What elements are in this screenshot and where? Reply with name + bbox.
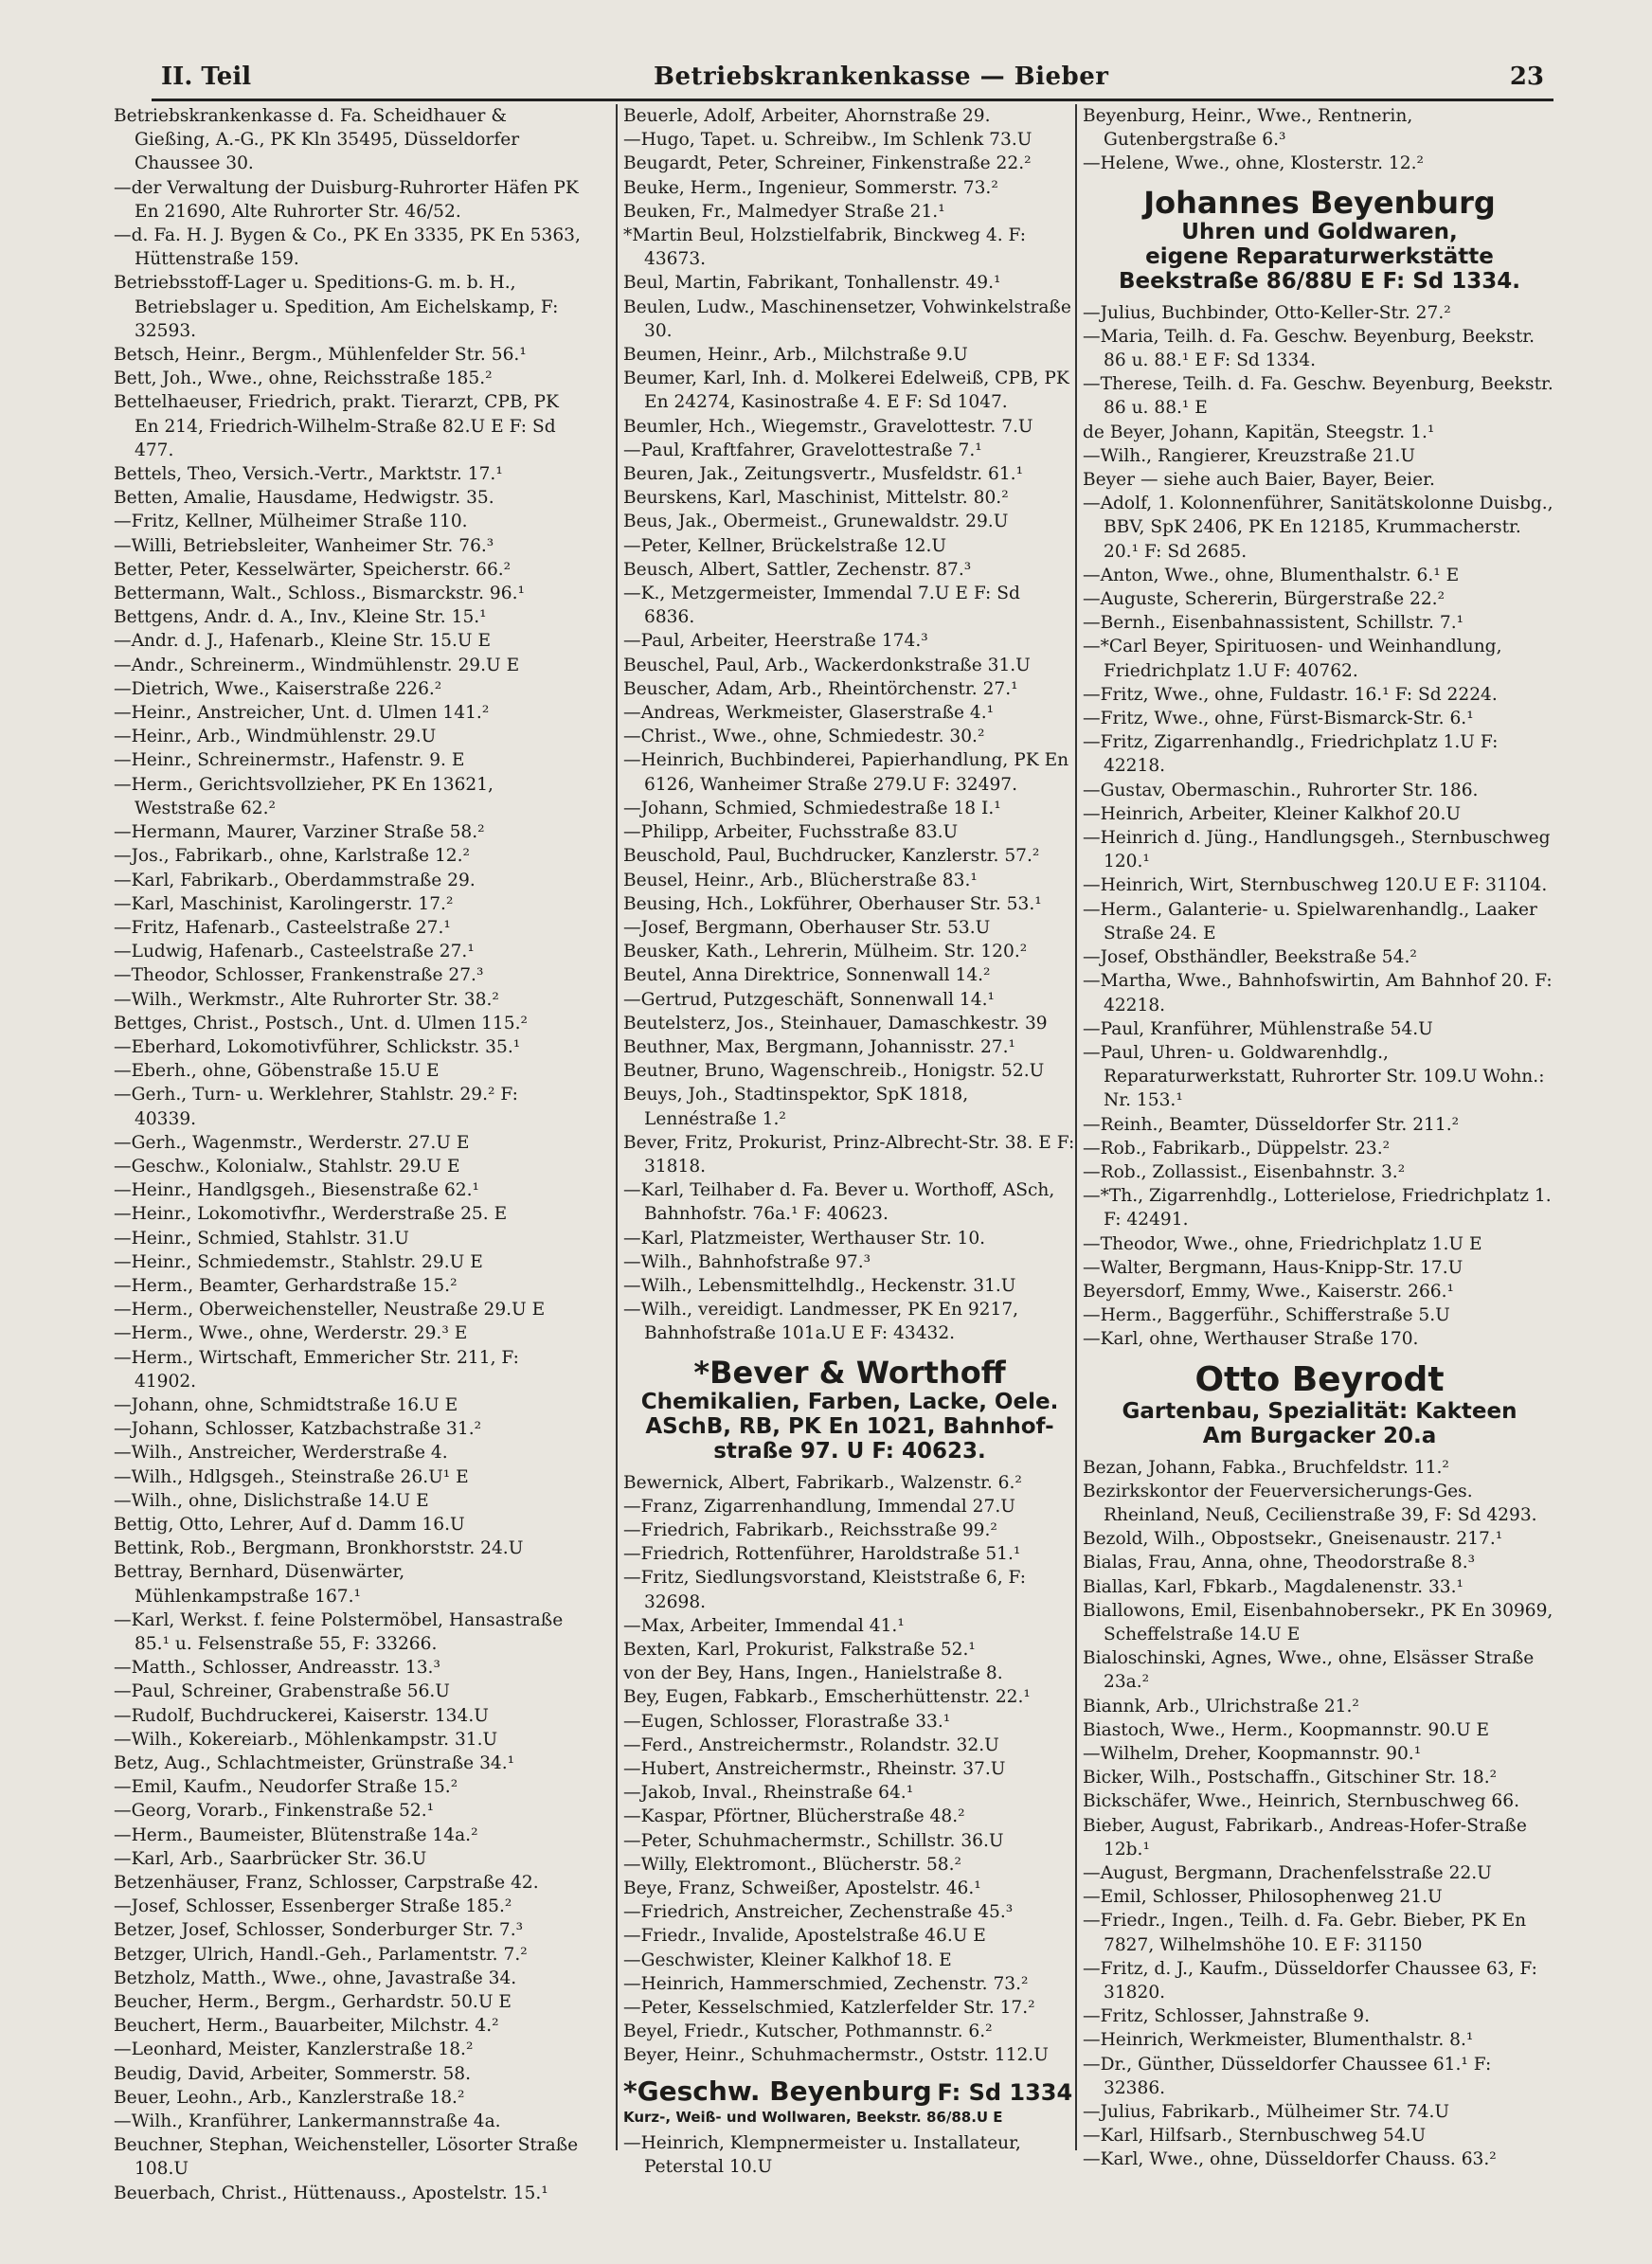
directory-entry: —Emil, Schlosser, Philosophenweg 21.U xyxy=(1083,1887,1443,1908)
directory-entry: —Peter, Kellner, Brückelstraße 12.U xyxy=(623,535,947,556)
directory-entry: Beuchert, Herm., Bauarbeiter, Milchstr. 4.² xyxy=(114,2016,499,2037)
directory-entry: —Wilh., Anstreicher, Werderstraße 4. xyxy=(114,1443,448,1464)
directory-entry: —Friedr., Ingen., Teilh. d. Fa. Gebr. Bieber, PK En 7827, Wilhelmshöhe 10. E F: 31150 xyxy=(1083,1911,1527,1955)
directory-entry: —Dr., Günther, Düsseldorfer Chaussee 61.¹ F: 32386. xyxy=(1083,2054,1492,2098)
directory-entry: Bettig, Otto, Lehrer, Auf d. Damm 16.U xyxy=(114,1514,465,1535)
ad-title: *Bever & Worthoff xyxy=(693,1354,1006,1391)
directory-entry: Betzer, Josef, Schlosser, Sonderburger Str. 7.³ xyxy=(114,1920,524,1941)
directory-entry: Bezold, Wilh., Obpostsekr., Gneisenaustr. 217.¹ xyxy=(1083,1529,1503,1550)
directory-entry: —Karl, Platzmeister, Werthauser Str. 10. xyxy=(623,1228,986,1249)
directory-entry: —Heinrich d. Jüng., Handlungsgeh., Sternbuschweg 120.¹ xyxy=(1083,828,1551,872)
directory-entry: —Herm., Oberweichensteller, Neustraße 29.U E xyxy=(114,1300,546,1321)
directory-entry: —Fritz, Schlosser, Jahnstraße 9. xyxy=(1083,2006,1370,2027)
directory-entry: —Hugo, Tapet. u. Schreibw., Im Schlenk 73.U xyxy=(623,130,1032,151)
column-3 xyxy=(1075,104,1556,2170)
directory-entry: —Geschw., Kolonialw., Stahlstr. 29.U E xyxy=(114,1156,460,1177)
directory-entry: Bettelhaeuser, Friedrich, prakt. Tierarzt, CPB, PK En 214, Friedrich-Wilhelm-Straße 82.U E F: Sd 477. xyxy=(114,392,559,460)
directory-entry: Beusker, Kath., Lehrerin, Mülheim. Str. 120.² xyxy=(623,942,1028,962)
directory-entry: —Karl, Maschinist, Karolingerstr. 17.² xyxy=(114,893,454,914)
directory-entry: Beusel, Heinr., Arb., Blücherstraße 83.¹ xyxy=(623,870,978,890)
directory-entry: Biastoch, Wwe., Herm., Koopmannstr. 90.U E xyxy=(1083,1719,1490,1740)
directory-entry: —Auguste, Schererin, Bürgerstraße 22.² xyxy=(1083,589,1446,610)
directory-entry: —Ludwig, Hafenarb., Casteelstraße 27.¹ xyxy=(114,942,475,962)
directory-entry: Bettels, Theo, Versich.-Vertr., Marktstr. 17.¹ xyxy=(114,464,503,485)
directory-entry: —Gertrud, Putzgeschäft, Sonnenwall 14.¹ xyxy=(623,989,995,1010)
directory-entry: —Heinrich, Wirt, Sternbuschweg 120.U E F: 31104. xyxy=(1083,875,1548,896)
directory-entry: —Willy, Elektromont., Blücherstr. 58.² xyxy=(623,1854,961,1875)
directory-entry: Bettray, Bernhard, Düsenwärter, Mühlenkampstraße 167.¹ xyxy=(114,1562,405,1607)
directory-entry: —Heinrich, Werkmeister, Blumenthalstr. 8.¹ xyxy=(1083,2030,1474,2051)
directory-entry: —Paul, Kraftfahrer, Gravelottestraße 7.¹ xyxy=(623,440,982,460)
directory-entry: Betzger, Ulrich, Handl.-Geh., Parlamentstr. 7.² xyxy=(114,1944,528,1965)
directory-entry: Beutner, Bruno, Wagenschreib., Honigstr. 52.U xyxy=(623,1061,1045,1082)
directory-entry: —Johann, ohne, Schmidtstraße 16.U E xyxy=(114,1394,458,1415)
directory-entry: —Gerh., Wagenmstr., Werderstr. 27.U E xyxy=(114,1132,470,1153)
directory-entry: Beutel, Anna Direktrice, Sonnenwall 14.² xyxy=(623,965,991,986)
directory-entry: Beus, Jak., Obermeist., Grunewaldstr. 29.U xyxy=(623,512,1009,532)
column-1 xyxy=(114,104,583,2205)
directory-entry: —Fritz, Kellner, Mülheimer Straße 110. xyxy=(114,512,468,532)
ad-geschw-beyenburg xyxy=(623,2075,1076,2128)
directory-entry: —Geschwister, Kleiner Kalkhof 18. E xyxy=(623,1950,952,1970)
directory-entry: —Heinrich, Arbeiter, Kleiner Kalkhof 20.U xyxy=(1083,803,1462,824)
directory-entry: Betriebskrankenkasse d. Fa. Scheidhauer & Gießing, A.-G., PK Kln 35495, Düsseldorfer Chaussee 30. xyxy=(114,106,520,174)
directory-entry: —Herm., Wwe., ohne, Werderstr. 29.³ E xyxy=(114,1323,468,1344)
directory-entry: —Herm., Baggerführ., Schifferstraße 5.U xyxy=(1083,1305,1450,1326)
directory-entry: Bettges, Christ., Postsch., Unt. d. Ulmen 115.² xyxy=(114,1013,528,1033)
directory-entry: Betz, Aug., Schlachtmeister, Grünstraße 34.¹ xyxy=(114,1753,515,1774)
directory-entry: —Jakob, Inval., Rheinstraße 64.¹ xyxy=(623,1783,914,1804)
directory-entry: Bever, Fritz, Prokurist, Prinz-Albrecht-Str. 38. E F: 31818. xyxy=(623,1132,1075,1177)
directory-entry: Beurskens, Karl, Maschinist, Mittelstr. 80.² xyxy=(623,488,1009,509)
directory-entry: —Wilh., Hdlgsgeh., Steinstraße 26.U¹ E xyxy=(114,1466,469,1487)
directory-entry: —Wilh., ohne, Dislichstraße 14.U E xyxy=(114,1490,429,1511)
directory-entry: —Paul, Uhren- u. Goldwarenhdlg., Reparaturwerkstatt, Ruhrorter Str. 109.U Wohn.: Nr. 153.¹ xyxy=(1083,1042,1545,1111)
directory-entry: Beutelsterz, Jos., Steinhauer, Damaschkestr. 39 xyxy=(623,1013,1048,1033)
ad-otto-beyrodt xyxy=(1083,1361,1556,1448)
directory-entry: —Julius, Buchbinder, Otto-Keller-Str. 27.² xyxy=(1083,302,1451,323)
directory-entry: de Beyer, Johann, Kapitän, Steegstr. 1.¹ xyxy=(1083,422,1435,442)
directory-entry: Betsch, Heinr., Bergm., Mühlenfelder Str. 56.¹ xyxy=(114,345,527,366)
directory-entry: —Josef, Obsthändler, Beekstraße 54.² xyxy=(1083,947,1417,968)
directory-entry: —Christ., Wwe., ohne, Schmiedestr. 30.² xyxy=(623,727,985,747)
ad-bever-worthoff xyxy=(623,1356,1076,1464)
directory-entry: —Wilh., Kranführer, Lankermannstraße 4a. xyxy=(114,2111,501,2132)
directory-entry: —Fritz, Wwe., ohne, Fuldastr. 16.¹ F: Sd 2224. xyxy=(1083,684,1498,705)
directory-entry: —Heinr., Anstreicher, Unt. d. Ulmen 141.² xyxy=(114,703,490,724)
directory-entry: —Hermann, Maurer, Varziner Straße 58.² xyxy=(114,822,485,843)
directory-entry: —Wilh., Rangierer, Kreuzstraße 21.U xyxy=(1083,445,1415,466)
directory-entry: Beumen, Heinr., Arb., Milchstraße 9.U xyxy=(623,345,968,366)
directory-entry: Beuchner, Stephan, Weichensteller, Lösorter Straße 108.U xyxy=(114,2135,579,2180)
directory-entry: —Eberh., ohne, Göbenstraße 15.U E xyxy=(114,1061,440,1082)
directory-entry: Betriebsstoff-Lager u. Speditions-G. m. b. H., Betriebslager u. Spedition, Am Eichelskamp, F: 32593. xyxy=(114,273,559,341)
directory-entry: —Heinr., Schmied, Stahlstr. 31.U xyxy=(114,1228,409,1249)
directory-entry: —Josef, Bergmann, Oberhauser Str. 53.U xyxy=(623,917,991,938)
directory-entry: —Peter, Kesselschmied, Katzlerfelder Str. 17.² xyxy=(623,1998,1035,2019)
directory-entry: —Herm., Beamter, Gerhardstraße 15.² xyxy=(114,1275,458,1296)
directory-entry: Bett, Joh., Wwe., ohne, Reichsstraße 185.² xyxy=(114,368,493,389)
directory-entry: Bialas, Frau, Anna, ohne, Theodorstraße 8.³ xyxy=(1083,1553,1476,1573)
ad-line: Chemikalien, Farben, Lacke, Oele. xyxy=(640,1389,1059,1414)
directory-entry: —Paul, Schreiner, Grabenstraße 56.U xyxy=(114,1681,450,1702)
directory-entry: Bettink, Rob., Bergmann, Bronkhorststr. 24.U xyxy=(114,1538,524,1559)
directory-entry: —Rob., Fabrikarb., Düppelstr. 23.² xyxy=(1083,1138,1391,1159)
directory-entry: Beucher, Herm., Bergm., Gerhardstr. 50.U E xyxy=(114,1992,512,2013)
directory-entry: —Wilh., Bahnhofstraße 97.³ xyxy=(623,1251,871,1272)
directory-entry: —Josef, Schlosser, Essenberger Straße 185.² xyxy=(114,1896,512,1917)
directory-entry: —Herm., Baumeister, Blütenstraße 14a.² xyxy=(114,1824,478,1845)
directory-entry: —Johann, Schmied, Schmiedestraße 18 I.¹ xyxy=(623,798,1001,818)
directory-entry: —Paul, Arbeiter, Heerstraße 174.³ xyxy=(623,631,928,652)
directory-entry: Beumer, Karl, Inh. d. Molkerei Edelweiß, CPB, PK En 24274, Kasinostraße 4. E F: Sd 1047. xyxy=(623,368,1069,413)
directory-entry: —Andreas, Werkmeister, Glaserstraße 4.¹ xyxy=(623,703,995,724)
directory-entry: —d. Fa. H. J. Bygen & Co., PK En 3335, PK En 5363, Hüttenstraße 159. xyxy=(114,225,581,270)
ad-title: Otto Beyrodt xyxy=(1194,1359,1445,1399)
ad-line: ASchB, RB, PK En 1021, Bahnhof- xyxy=(645,1413,1054,1439)
directory-entry: —Bernh., Eisenbahnassistent, Schillstr. 7.¹ xyxy=(1083,613,1464,634)
ad-line: Kurz-, Weiß- und Wollwaren, Beekstr. 86/88.U E xyxy=(623,2108,1003,2126)
directory-entry: —Fritz, d. J., Kaufm., Düsseldorfer Chaussee 63, F: 31820. xyxy=(1083,1958,1537,2003)
directory-entry: —Gerh., Turn- u. Werklehrer, Stahlstr. 29.² F: 40339. xyxy=(114,1085,518,1129)
directory-entry: —Friedr., Invalide, Apostelstraße 46.U E xyxy=(623,1926,986,1947)
directory-entry: —Theodor, Schlosser, Frankenstraße 27.³ xyxy=(114,965,484,986)
directory-entry: —Karl, Wwe., ohne, Düsseldorfer Chauss. 63.² xyxy=(1083,2149,1497,2170)
directory-entry: Beuer, Leohn., Arb., Kanzlerstraße 18.² xyxy=(114,2087,465,2108)
directory-entry: —Heinr., Arb., Windmühlenstr. 29.U xyxy=(114,727,437,747)
directory-entry: —Ferd., Anstreichermstr., Rolandstr. 32.U xyxy=(623,1734,999,1755)
directory-entry: —Georg, Vorarb., Finkenstraße 52.¹ xyxy=(114,1801,435,1822)
directory-entry: —K., Metzgermeister, Immendal 7.U E F: Sd 6836. xyxy=(623,584,1020,628)
directory-entry: Bicker, Wilh., Postschaffn., Gitschiner Str. 18.² xyxy=(1083,1768,1498,1788)
directory-entry: Beul, Martin, Fabrikant, Tonhallenstr. 49.¹ xyxy=(623,273,1001,294)
directory-entry: —Martha, Wwe., Bahnhofswirtin, Am Bahnhof 20. F: 42218. xyxy=(1083,971,1553,1015)
directory-entry: Beyer, Heinr., Schuhmachermstr., Oststr. 112.U xyxy=(623,2045,1049,2066)
directory-entry: —Reinh., Beamter, Düsseldorfer Str. 211.² xyxy=(1083,1114,1460,1135)
page-header xyxy=(152,61,1553,101)
directory-entry: Beudig, David, Arbeiter, Sommerstr. 58. xyxy=(114,2063,472,2084)
section-label: II. Teil xyxy=(161,63,252,91)
directory-entry: —Karl, ohne, Werthauser Straße 170. xyxy=(1083,1329,1419,1350)
directory-entry: Bey, Eugen, Fabkarb., Emscherhüttenstr. 22.¹ xyxy=(623,1687,1031,1708)
directory-entry: —Rob., Zollassist., Eisenbahnstr. 3.² xyxy=(1083,1161,1406,1182)
directory-entry: —Helene, Wwe., ohne, Klosterstr. 12.² xyxy=(1083,153,1424,174)
directory-entry: —August, Bergmann, Drachenfelsstraße 22.U xyxy=(1083,1863,1492,1883)
directory-entry: —Herm., Galanterie- u. Spielwarenhandlg., Laaker Straße 24. E xyxy=(1083,899,1537,943)
directory-entry: Biallowons, Emil, Eisenbahnobersekr., PK En 30969, Scheffelstraße 14.U E xyxy=(1083,1600,1553,1644)
directory-entry: —Fritz, Zigarrenhandlg., Friedrichplatz 1.U F: 42218. xyxy=(1083,732,1499,777)
directory-entry: —Leonhard, Meister, Kanzlerstraße 18.² xyxy=(114,2039,474,2060)
page-number: 23 xyxy=(1509,63,1544,91)
directory-entry: —der Verwaltung der Duisburg-Ruhrorter Häfen PK En 21690, Alte Ruhrorter Str. 46/52. xyxy=(114,177,579,222)
directory-entry: Beyel, Friedr., Kutscher, Pothmannstr. 6.² xyxy=(623,2021,993,2042)
directory-entry: —Fritz, Siedlungsvorstand, Kleiststraße 6, F: 32698. xyxy=(623,1568,1027,1612)
directory-entry: —Wilh., Werkmstr., Alte Ruhrorter Str. 38.² xyxy=(114,989,499,1010)
directory-entry: Beuys, Joh., Stadtinspektor, SpK 1818, Lennéstraße 1.² xyxy=(623,1085,969,1129)
directory-entry: —Willi, Betriebsleiter, Wanheimer Str. 76.³ xyxy=(114,535,494,556)
directory-entry: —Gustav, Obermaschin., Ruhrorter Str. 186. xyxy=(1083,780,1479,800)
directory-entry: —Maria, Teilh. d. Fa. Geschw. Beyenburg, Beekstr. 86 u. 88.¹ E F: Sd 1334. xyxy=(1083,326,1535,371)
directory-entry: Bialoschinski, Agnes, Wwe., ohne, Elsässer Straße 23a.² xyxy=(1083,1648,1535,1693)
column-2 xyxy=(616,104,1076,2178)
directory-entry: Beusing, Hch., Lokführer, Oberhauser Str. 53.¹ xyxy=(623,893,1042,914)
directory-entry: Biannk, Arb., Ulrichstraße 21.² xyxy=(1083,1696,1359,1716)
directory-entry: —Heinr., Schreinermstr., Hafenstr. 9. E xyxy=(114,750,465,771)
directory-entry: Betzenhäuser, Franz, Schlosser, Carpstraße 42. xyxy=(114,1873,539,1894)
directory-entry: —Franz, Zigarrenhandlung, Immendal 27.U xyxy=(623,1496,1015,1517)
directory-entry: Betten, Amalie, Hausdame, Hedwigstr. 35. xyxy=(114,488,494,509)
ad-phone: F: Sd 1334 xyxy=(937,2078,1073,2106)
ad-line: Beekstraße 86/88U E F: Sd 1334. xyxy=(1119,268,1520,294)
directory-entry: Beyer — siehe auch Baier, Bayer, Beier. xyxy=(1083,470,1435,491)
directory-entry: —Max, Arbeiter, Immendal 41.¹ xyxy=(623,1615,905,1636)
directory-entry: —Philipp, Arbeiter, Fuchsstraße 83.U xyxy=(623,822,959,843)
directory-entry: Beuthner, Max, Bergmann, Johannisstr. 27.¹ xyxy=(623,1036,1015,1057)
directory-entry: —Friedrich, Fabrikarb., Reichsstraße 99.² xyxy=(623,1519,997,1540)
directory-entry: —Paul, Kranführer, Mühlenstraße 54.U xyxy=(1083,1018,1433,1039)
directory-entry: —Kaspar, Pförtner, Blücherstraße 48.² xyxy=(623,1806,965,1827)
directory-entry: —Matth., Schlosser, Andreasstr. 13.³ xyxy=(114,1658,440,1679)
directory-entry: —Anton, Wwe., ohne, Blumenthalstr. 6.¹ E xyxy=(1083,565,1460,585)
directory-entry: Beyersdorf, Emmy, Wwe., Kaiserstr. 266.¹ xyxy=(1083,1281,1454,1302)
directory-entry: Bickschäfer, Wwe., Heinrich, Sternbuschweg 66. xyxy=(1083,1791,1519,1812)
directory-entry: —Walter, Bergmann, Haus-Knipp-Str. 17.U xyxy=(1083,1257,1463,1278)
directory-entry: —Fritz, Hafenarb., Casteelstraße 27.¹ xyxy=(114,917,451,938)
running-title: Betriebskrankenkasse — Bieber xyxy=(654,63,1109,91)
directory-entry: *Martin Beul, Holzstielfabrik, Binckweg 4. F: 43673. xyxy=(623,225,1027,270)
directory-entry: —Karl, Arb., Saarbrücker Str. 36.U xyxy=(114,1848,427,1869)
directory-entry: Beulen, Ludw., Maschinensetzer, Vohwinkelstraße 30. xyxy=(623,296,1071,341)
directory-entry: Beugardt, Peter, Schreiner, Finkenstraße 22.² xyxy=(623,153,1032,174)
directory-entry: —Wilh., Lebensmittelhdlg., Heckenstr. 31.U xyxy=(623,1275,1016,1296)
directory-entry: Bezirkskontor der Feuerversicherungs-Ges. Rheinland, Neuß, Cecilienstraße 39, F: Sd 4293. xyxy=(1083,1481,1537,1525)
directory-entry: —Adolf, 1. Kolonnenführer, Sanitätskolonne Duisbg., BBV, SpK 2406, PK En 12185, Krummacherstr. 20.¹ F: Sd 2685. xyxy=(1083,494,1553,562)
directory-entry: —Heinrich, Klempnermeister u. Installateur, Peterstal 10.U xyxy=(623,2132,1021,2178)
ad-line: straße 97. U F: 40623. xyxy=(713,1438,986,1464)
directory-entry: Beuschold, Paul, Buchdrucker, Kanzlerstr. 57.² xyxy=(623,846,1040,867)
directory-entry: Bettgens, Andr. d. A., Inv., Kleine Str. 15.¹ xyxy=(114,607,487,628)
directory-entry: —Andr., Schreinerm., Windmühlenstr. 29.U E xyxy=(114,655,520,675)
directory-entry: —Karl, Teilhaber d. Fa. Bever u. Worthoff, ASch, Bahnhofstr. 76a.¹ F: 40623. xyxy=(623,1180,1055,1225)
ad-title: *Geschw. Beyenburg xyxy=(623,2075,932,2107)
ad-title: Johannes Beyenburg xyxy=(1143,184,1496,221)
directory-entry: —Rudolf, Buchdruckerei, Kaiserstr. 134.U xyxy=(114,1705,489,1726)
directory-entry: —*Carl Beyer, Spirituosen- und Weinhandlung, Friedrichplatz 1.U F: 40762. xyxy=(1083,637,1502,681)
ad-johannes-beyenburg xyxy=(1083,186,1556,294)
directory-entry: Better, Peter, Kesselwärter, Speicherstr. 66.² xyxy=(114,559,512,580)
directory-entry: —Dietrich, Wwe., Kaiserstraße 226.² xyxy=(114,678,442,699)
directory-entry: Bezan, Johann, Fabka., Bruchfeldstr. 11.² xyxy=(1083,1457,1449,1478)
directory-entry: Beuren, Jak., Zeitungsvertr., Musfeldstr. 61.¹ xyxy=(623,464,1024,485)
directory-entry: —Eberhard, Lokomotivführer, Schlickstr. 35.¹ xyxy=(114,1036,521,1057)
directory-entry: Beuke, Herm., Ingenieur, Sommerstr. 73.² xyxy=(623,177,998,198)
directory-entry: von der Bey, Hans, Ingen., Hanielstraße 8. xyxy=(623,1663,1003,1684)
directory-entry: —Karl, Werkst. f. feine Polstermöbel, Hansastraße 85.¹ u. Felsenstraße 55, F: 33266. xyxy=(114,1609,564,1654)
ad-line: Am Burgacker 20.a xyxy=(1202,1423,1437,1448)
directory-entry: —Eugen, Schlosser, Florastraße 33.¹ xyxy=(623,1711,951,1732)
directory-entry: —Theodor, Wwe., ohne, Friedrichplatz 1.U E xyxy=(1083,1233,1482,1254)
directory-entry: —Karl, Fabrikarb., Oberdammstraße 29. xyxy=(114,870,476,890)
directory-entry: Betzholz, Matth., Wwe., ohne, Javastraße 34. xyxy=(114,1968,517,1988)
directory-entry: Beye, Franz, Schweißer, Apostelstr. 46.¹ xyxy=(623,1878,981,1899)
directory-entry: —Andr. d. J., Hafenarb., Kleine Str. 15.U E xyxy=(114,631,492,652)
directory-entry: —Wilh., vereidigt. Landmesser, PK En 9217, Bahnhofstraße 101a.U E F: 43432. xyxy=(623,1300,1019,1344)
directory-entry: Beuscher, Adam, Arb., Rheintörchenstr. 27.¹ xyxy=(623,678,1018,699)
ad-line: Uhren und Goldwaren, xyxy=(1181,219,1458,244)
directory-entry: —Friedrich, Anstreicher, Zechenstraße 45.³ xyxy=(623,1902,1014,1923)
directory-entry: Bettermann, Walt., Schloss., Bismarckstr. 96.¹ xyxy=(114,584,525,604)
directory-entry: —Therese, Teilh. d. Fa. Geschw. Beyenburg, Beekstr. 86 u. 88.¹ E xyxy=(1083,374,1553,419)
directory-entry: Beuerle, Adolf, Arbeiter, Ahornstraße 29. xyxy=(623,106,991,126)
ad-line: eigene Reparaturwerkstätte xyxy=(1145,243,1494,269)
directory-entry: Bieber, August, Fabrikarb., Andreas-Hofer-Straße 12b.¹ xyxy=(1083,1815,1527,1860)
directory-entry: Beumler, Hch., Wiegemstr., Gravelottestr. 7.U xyxy=(623,416,1033,437)
directory-entry: —Hubert, Anstreichermstr., Rheinstr. 37.U xyxy=(623,1759,1006,1779)
directory-entry: Bexten, Karl, Prokurist, Falkstraße 52.¹ xyxy=(623,1639,976,1660)
directory-entry: Beuerbach, Christ., Hüttenauss., Apostelstr. 15.¹ xyxy=(114,2183,548,2203)
directory-entry: —Herm., Wirtschaft, Emmericher Str. 211, F: 41902. xyxy=(114,1347,519,1392)
directory-entry: Beusch, Albert, Sattler, Zechenstr. 87.³ xyxy=(623,559,972,580)
directory-entry: Beuken, Fr., Malmedyer Straße 21.¹ xyxy=(623,201,945,222)
directory-entry: —Herm., Gerichtsvollzieher, PK En 13621, Weststraße 62.² xyxy=(114,774,494,818)
directory-entry: —Heinrich, Buchbinderei, Papierhandlung, PK En 6126, Wanheimer Straße 279.U F: 32497. xyxy=(623,750,1069,795)
directory-entry: —Heinrich, Hammerschmied, Zechenstr. 73.² xyxy=(623,1973,1029,1994)
directory-entry: —Fritz, Wwe., ohne, Fürst-Bismarck-Str. 6.¹ xyxy=(1083,709,1474,729)
directory-entry: —Heinr., Handlgsgeh., Biesenstraße 62.¹ xyxy=(114,1180,479,1201)
directory-entry: —Heinr., Lokomotivfhr., Werderstraße 25. E xyxy=(114,1204,508,1225)
directory-entry: —Jos., Fabrikarb., ohne, Karlstraße 12.² xyxy=(114,846,470,867)
directory-entry: —Peter, Schuhmachermstr., Schillstr. 36.U xyxy=(623,1830,1004,1851)
directory-entry: Beyenburg, Heinr., Wwe., Rentnerin, Gutenbergstraße 6.³ xyxy=(1083,106,1413,151)
ad-line: Gartenbau, Spezialität: Kakteen xyxy=(1122,1398,1517,1424)
directory-entry: —*Th., Zigarrenhdlg., Lotterielose, Friedrichplatz 1. F: 42491. xyxy=(1083,1186,1552,1231)
directory-entry: —Emil, Kaufm., Neudorfer Straße 15.² xyxy=(114,1777,458,1798)
directory-entry: Biallas, Karl, Fbkarb., Magdalenenstr. 33.¹ xyxy=(1083,1576,1463,1597)
directory-entry: —Heinr., Schmiedemstr., Stahlstr. 29.U E xyxy=(114,1251,483,1272)
directory-entry: Bewernick, Albert, Fabrikarb., Walzenstr. 6.² xyxy=(623,1472,1022,1493)
directory-entry: —Friedrich, Rottenführer, Haroldstraße 51.¹ xyxy=(623,1544,1021,1565)
directory-entry: —Julius, Fabrikarb., Mülheimer Str. 74.U xyxy=(1083,2102,1450,2123)
directory-entry: —Wilhelm, Dreher, Koopmannstr. 90.¹ xyxy=(1083,1743,1422,1764)
directory-entry: —Karl, Hilfsarb., Sternbuschweg 54.U xyxy=(1083,2126,1427,2147)
directory-entry: Beuschel, Paul, Arb., Wackerdonkstraße 31.U xyxy=(623,655,1031,675)
directory-entry: —Wilh., Kokereiarb., Möhlenkampstr. 31.U xyxy=(114,1729,498,1750)
directory-entry: —Johann, Schlosser, Katzbachstraße 31.² xyxy=(114,1419,482,1440)
